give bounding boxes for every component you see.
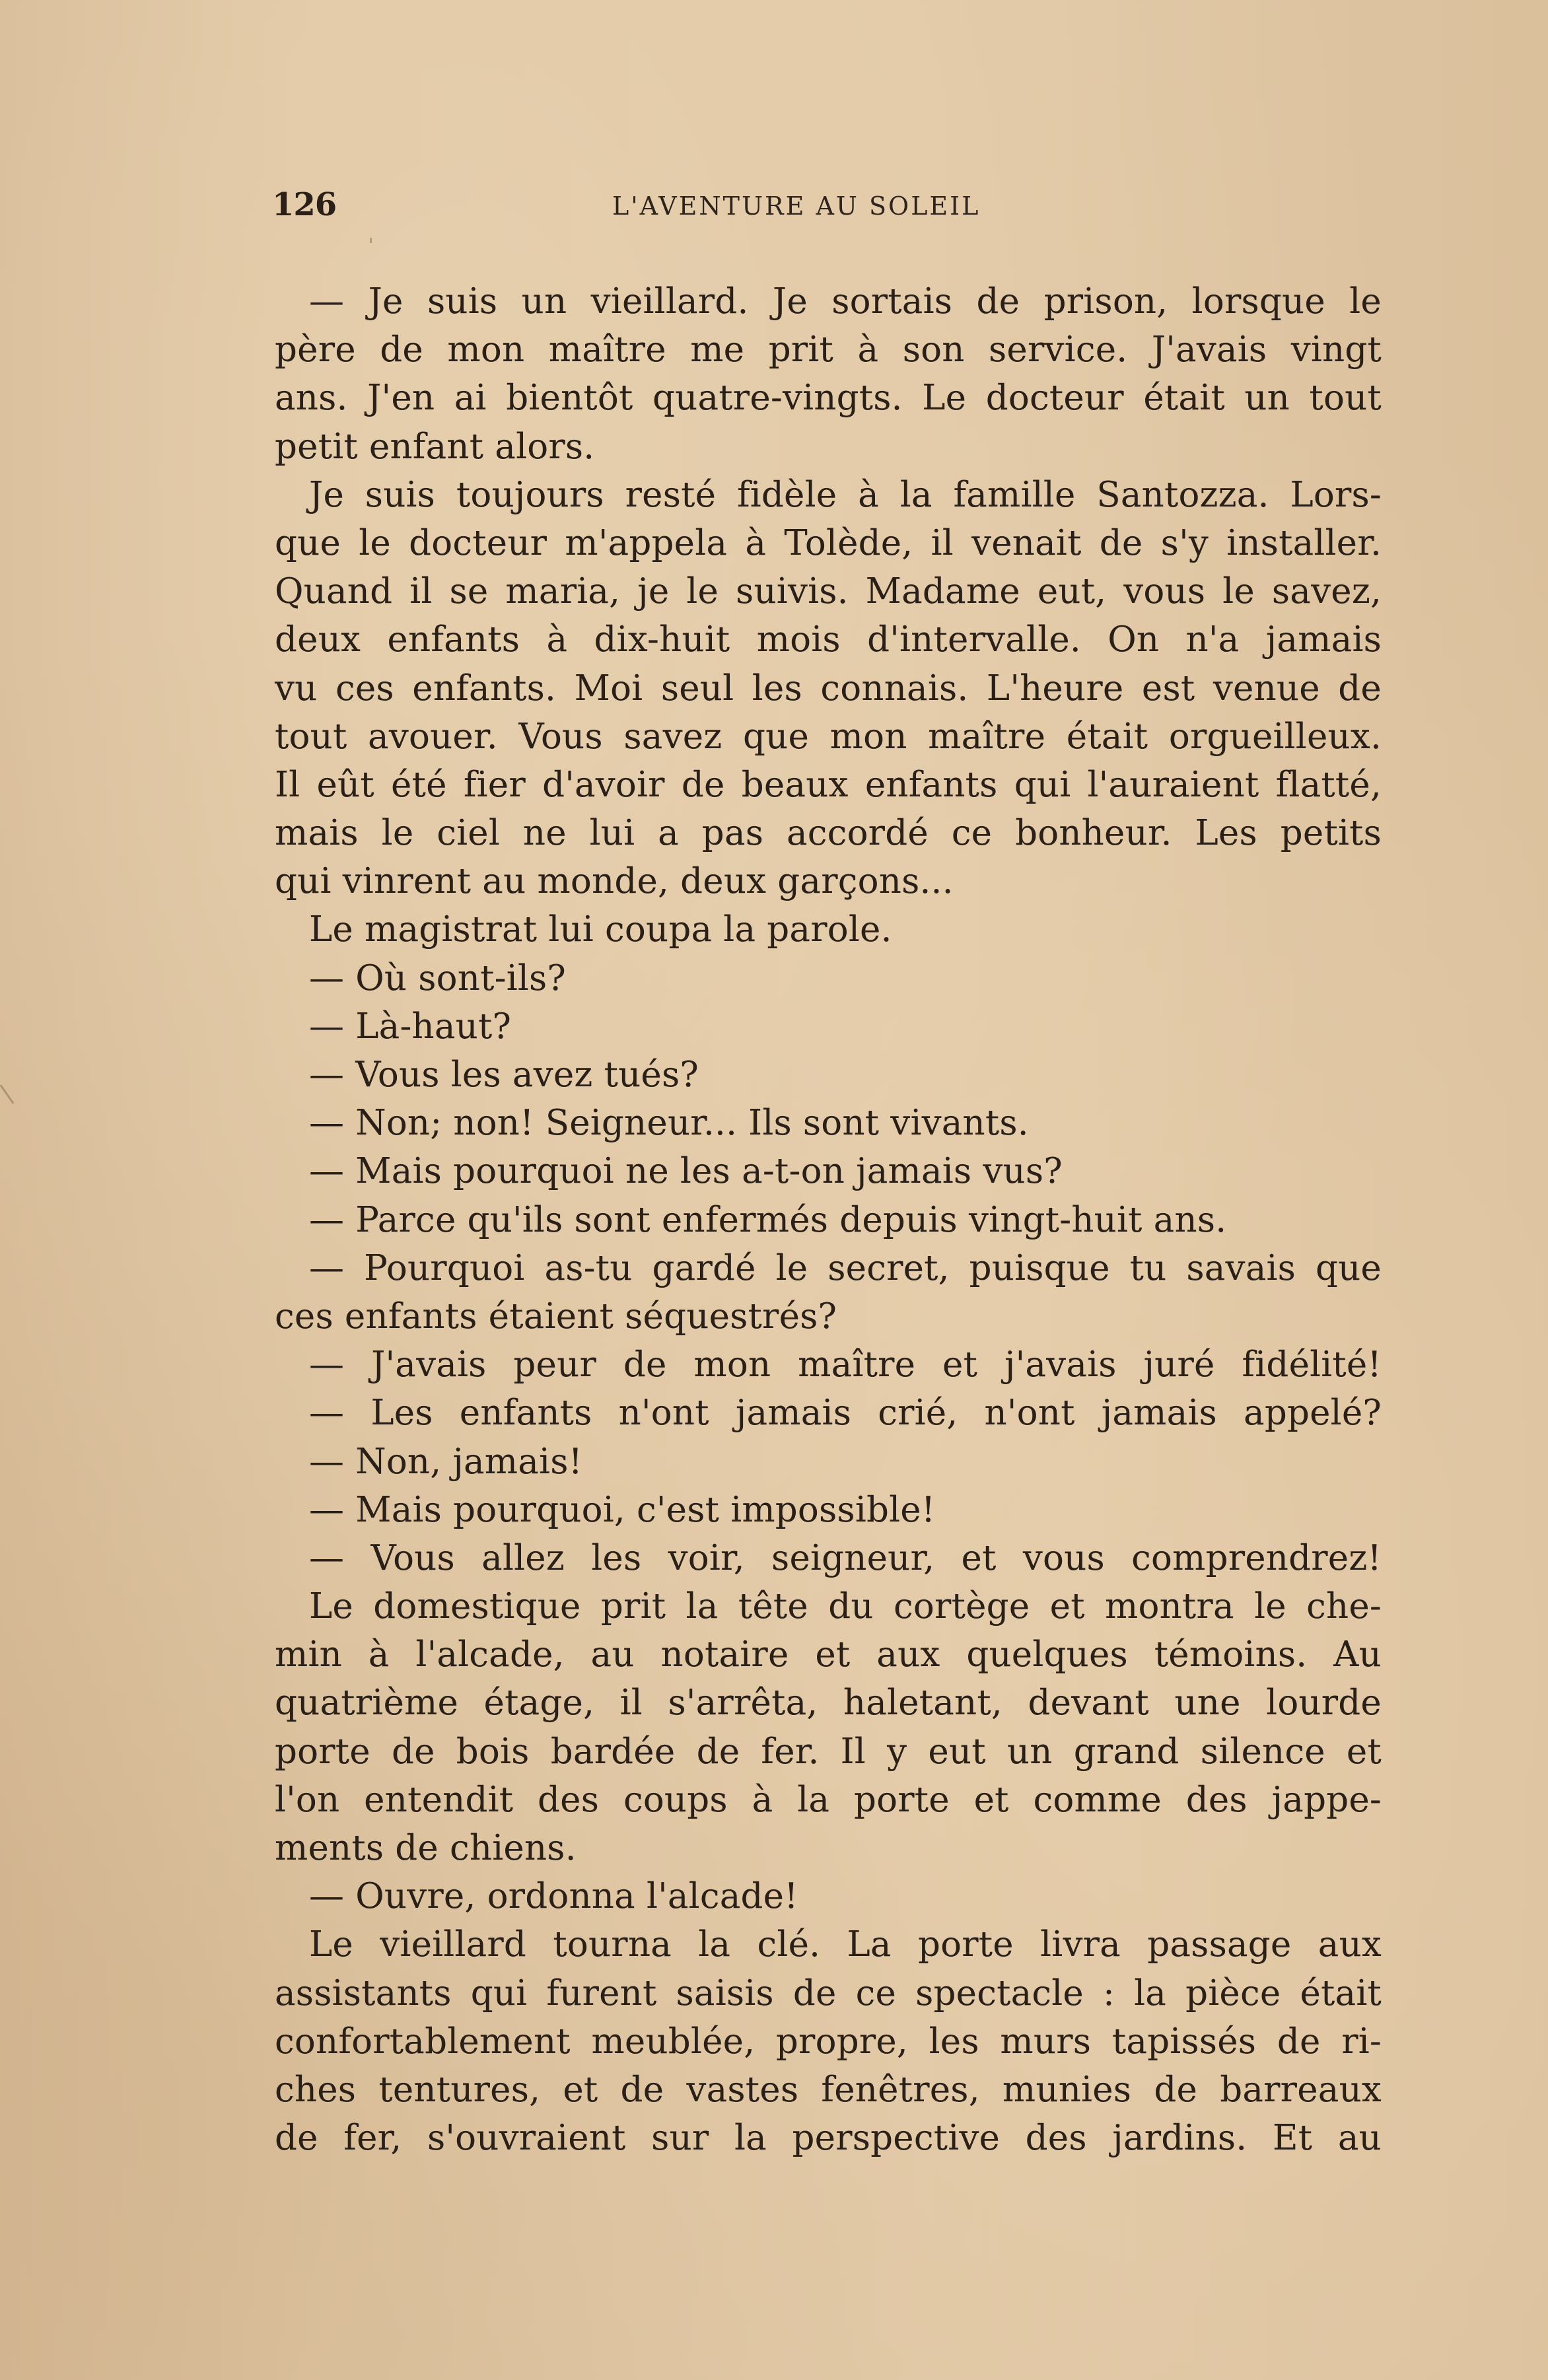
page-number: 126 xyxy=(272,186,337,223)
text-line: Le domestique prit la tête du cortège et montra le che- xyxy=(309,1586,1382,1627)
body-text xyxy=(275,277,1382,2162)
text-line: — Vous les avez tués? xyxy=(309,1055,699,1095)
text-line: Il eût été fier d'avoir de beaux enfants qui l'auraient flatté, xyxy=(275,764,1382,805)
text-line: — Où sont-ils? xyxy=(309,958,567,998)
text-line: — Non; non! Seigneur... Ils sont vivants. xyxy=(309,1103,1029,1144)
text-line: l'on entendit des coups à la porte et comme des jappe- xyxy=(275,1779,1382,1820)
text-line: confortablement meublée, propre, les murs tapissés de ri- xyxy=(275,2021,1382,2062)
text-line: — Ouvre, ordonna l'alcade! xyxy=(309,1876,798,1917)
text-line: ans. J'en ai bientôt quatre-vingts. Le docteur était un tout xyxy=(275,378,1382,419)
paper-speck xyxy=(370,238,372,243)
text-line: quatrième étage, il s'arrêta, haletant, devant une lourde xyxy=(275,1683,1382,1724)
text-line: — Là-haut? xyxy=(309,1006,512,1047)
running-head xyxy=(272,186,1382,226)
text-line: qui vinrent au monde, deux garçons... xyxy=(275,861,954,902)
text-line: — Pourquoi as-tu gardé le secret, puisque tu savais que xyxy=(309,1247,1382,1288)
text-line: ments de chiens. xyxy=(275,1828,577,1868)
text-line: — Les enfants n'ont jamais crié, n'ont jamais appelé? xyxy=(309,1393,1382,1434)
text-line: petit enfant alors. xyxy=(275,426,595,467)
text-line: ches tentures, et de vastes fenêtres, munies de barreaux xyxy=(275,2069,1382,2110)
text-line: assistants qui furent saisis de ce spectacle : la pièce était xyxy=(275,1973,1382,2013)
text-line: porte de bois bardée de fer. Il y eut un grand silence et xyxy=(275,1731,1382,1772)
text-line: Quand il se maria, je le suivis. Madame eut, vous le savez, xyxy=(275,571,1382,612)
text-line: mais le ciel ne lui a pas accordé ce bonheur. Les petits xyxy=(275,813,1382,854)
text-line: Je suis toujours resté fidèle à la famille Santozza. Lors- xyxy=(309,474,1382,515)
book-title: L'AVENTURE AU SOLEIL xyxy=(612,192,981,221)
text-line: père de mon maître me prit à son service. J'avais vingt xyxy=(275,330,1382,370)
text-line: min à l'alcade, au notaire et aux quelques témoins. Au xyxy=(275,1634,1382,1675)
text-line: Le magistrat lui coupa la parole. xyxy=(309,909,892,950)
text-line: ces enfants étaient séquestrés? xyxy=(275,1296,837,1337)
text-line: de fer, s'ouvraient sur la perspective des jardins. Et au xyxy=(275,2118,1382,2159)
text-line: tout avouer. Vous savez que mon maître était orgueilleux. xyxy=(275,716,1382,757)
paper-speck xyxy=(0,1084,14,1104)
text-line: — Non, jamais! xyxy=(309,1441,583,1482)
text-line: — J'avais peur de mon maître et j'avais juré fidélité! xyxy=(309,1345,1382,1385)
text-line: deux enfants à dix-huit mois d'intervalle. On n'a jamais xyxy=(275,619,1382,660)
text-line: — Parce qu'ils sont enfermés depuis vingt-huit ans. xyxy=(309,1199,1227,1240)
text-line: Le vieillard tourna la clé. La porte livra passage aux xyxy=(309,1924,1382,1965)
text-line: — Vous allez les voir, seigneur, et vous comprendrez! xyxy=(309,1537,1382,1578)
text-line: — Mais pourquoi, c'est impossible! xyxy=(309,1489,936,1530)
text-line: que le docteur m'appela à Tolède, il venait de s'y installer. xyxy=(275,522,1382,563)
text-line: — Mais pourquoi ne les a-t-on jamais vus? xyxy=(309,1151,1063,1192)
text-line: — Je suis un vieillard. Je sortais de prison, lorsque le xyxy=(309,281,1382,322)
text-line: vu ces enfants. Moi seul les connais. L'heure est venue de xyxy=(275,668,1382,709)
